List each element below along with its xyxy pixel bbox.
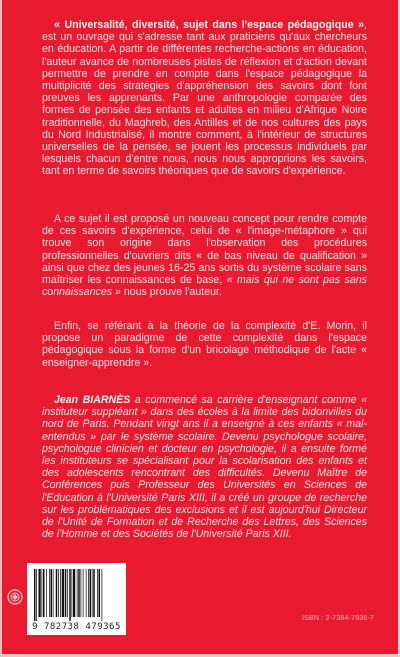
- barcode-bar: [102, 569, 103, 621]
- barcode-bar: [34, 569, 36, 621]
- barcode-bar: [56, 569, 58, 617]
- barcode-bar: [92, 569, 93, 617]
- barcode-bar: [73, 569, 75, 617]
- barcode-bar: [36, 569, 37, 621]
- barcode-bar: [60, 569, 61, 617]
- barcode: [27, 563, 126, 635]
- concept-text: A ce sujet il est proposé un nouveau concept pour rendre compte de ces savoirs d'expérience, celui de « l'image-métaphore » qui trouve son origine dans l'observation des procédures professionnelles d'ouvriers dits « de bas niveau de qualification » ainsi que chez des jeunes 16-25 ans sortis du système scolaire sans maîtriser les connaissances de base,: [42, 213, 367, 287]
- barcode-bar: [77, 569, 78, 617]
- barcode-bar: [51, 569, 53, 617]
- concept-text-end: nous prouve l'auteur.: [120, 286, 222, 299]
- intro-paragraph: [42, 19, 367, 178]
- barcode-bar: [93, 569, 95, 617]
- barcode-bar: [49, 569, 50, 617]
- barcode-bar: [53, 569, 54, 617]
- intro-text: , est un ouvrage qui s'adresse tant aux praticiens qu'aux chercheurs en éducation. A partir de différentes recherche-actions en éducation, l'auteur avance de nombreuses pistes de réflexion et d'action devant permettre de prendre en compte dans l'espace pédagogique la multiplicité des stratégies d'appréhension des savoirs dont font preuves les apprenants. Par une anthropologie comparée des formes de pensée des enfants et adultes en milieu d'Afrique Noire traditionnelle, du Maghreb, des Antilles et de nos cultures des pays du Nord Industrialisé, il montre comment, à l'intérieur de structures universelles de la pensée, se jouent les processus individuels par lesquels chacun d'entre nous, nous nous approprions les savoirs, tant en terme de savoirs théoriques que de savoirs d'expérience.: [42, 19, 367, 178]
- barcode-bar: [78, 569, 80, 617]
- barcode-number: 9 782738 479365: [32, 622, 121, 632]
- barcode-bars: [32, 569, 121, 621]
- author-bio: [42, 394, 367, 540]
- barcode-bar: [46, 569, 47, 617]
- barcode-bar: [58, 569, 59, 617]
- barcode-bar: [81, 569, 82, 617]
- complexity-paragraph: Enfin, se référant à la théorie de la complexité d'E. Morin, il propose un paradigme de cette complexité dans l'espace pédagogique sous la forme d'un bricolage méthodique de l'acte « enseigner-apprendre ».: [42, 320, 367, 369]
- isbn-text: ISBN : 2-7384-7936-7: [302, 615, 375, 622]
- barcode-bar: [86, 569, 87, 617]
- barcode-bar: [43, 569, 45, 617]
- barcode-bar: [97, 569, 98, 617]
- barcode-bar: [88, 569, 89, 617]
- author-bio-text: a commencé sa carrière d'enseignant comme « instituteur suppléant » dans des écoles à la limite des bidonvilles du nord de Paris. Pendant vingt ans il a enseigné à ces enfants « mal-entendus » par le système scolaire. Devenu psychologue scolaire, psychologue clinicien et docteur en psychologie, il a ensuite formé les instituteurs se spécialisant pour la scolarisation des enfants et des adolescents rencontrant des difficultés. Devenu Maître de Conférences puis Professeur des Universités en Sciences de l'Education à l'Université Paris XIII, il a créé un groupe de recherche sur les problématiques des exclusions et il est aujourd'hui Directeur de l'Unité de Formation et de Recherche des Lettres, des Sciences de l'Homme et des Sociétés de l'Université Paris XIII.: [42, 394, 367, 541]
- barcode-bar: [99, 569, 101, 617]
- barcode-bar: [83, 569, 84, 617]
- barcode-bar: [90, 569, 92, 617]
- barcode-bar: [65, 569, 67, 617]
- author-name: Jean BIARNÈS: [54, 394, 131, 406]
- publisher-logo: [7, 589, 23, 605]
- barcode-bar: [67, 569, 68, 617]
- barcode-bar: [62, 569, 64, 617]
- concept-paragraph: [42, 213, 367, 298]
- concept-quote: « mais qui ne sont pas sans connaissances »: [42, 274, 367, 299]
- book-title-quote: « Universalité, diversité, sujet dans l'espace pédagogique »: [54, 19, 365, 31]
- barcode-bar: [72, 569, 73, 617]
- barcode-bar: [39, 569, 41, 617]
- barcode-bar: [69, 569, 71, 621]
- barcode-bar: [42, 569, 43, 617]
